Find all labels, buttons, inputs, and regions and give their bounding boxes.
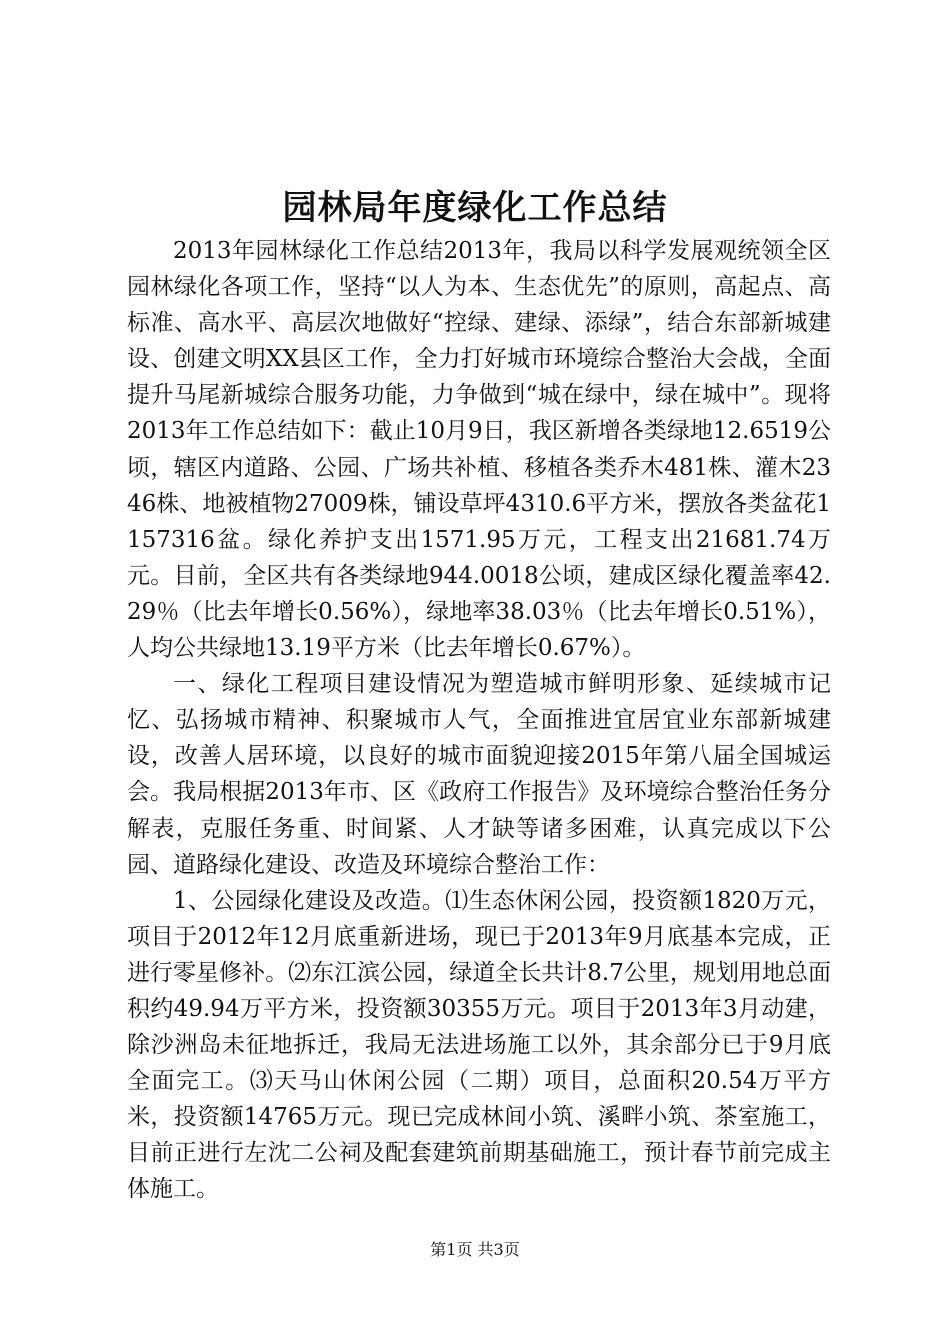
paragraph-summary: 2013年园林绿化工作总结2013年，我局以科学发展观统领全区园林绿化各项工作，坚持“以人为本、生态优先”的原则，高起点、高标准、高水平、高层次地做好“控绿、建绿、添绿”，结合东部新城建设、创建文明XX县区工作，全力打好城市环境综合整治大会战，全面提升马尾新城综合服务功能，力争做到“城在绿中，绿在城中”。现将2013年工作总结如下：截止10月9日，我区新增各类绿地12.6519公顷，辖区内道路、公园、广场共补植、移植各类乔木481株、灌木2346株、地被植物27009株，铺设草坪4310.6平方米，摆放各类盆花1157316盆。绿化养护支出1571.95万元，工程支出21681.74万元。目前，全区共有各类绿地944.0018公顷，建成区绿化覆盖率42.29％（比去年增长0.56%），绿地率38.03％（比去年增长0.51%），人均公共绿地13.19平方米（比去年增长0.67%）。 bbox=[127, 238, 831, 662]
paragraph-park-construction: 1、公园绿化建设及改造。⑴生态休闲公园，投资额1820万元，项目于2012年12月底重新进场，现已于2013年9月底基本完成，正进行零星修补。⑵东江滨公园，绿道全长共计8.7公里，规划用地总面积约49.94万平方米，投资额30355万元。项目于2013年3月动建，除沙洲岛未征地拆迁，我局无法进场施工以外，其余部分已于9月底全面完工。⑶天马山休闲公园（二期）项目，总面积20.54万平方米，投资额14765万元。现已完成林间小筑、溪畔小筑、茶室施工，目前正进行左沈二公祠及配套建筑前期基础施工，预计春节前完成主体施工。 bbox=[127, 887, 831, 1203]
paragraph-section-one: 一、绿化工程项目建设情况为塑造城市鲜明形象、延续城市记忆、弘扬城市精神、积聚城市人气，全面推进宜居宜业东部新城建设，改善人居环境，以良好的城市面貌迎接2015年第八届全国城运会。我局根据2013年市、区《政府工作报告》及环境综合整治任务分解表，克服任务重、时间紧、人才缺等诸多困难，认真完成以下公园、道路绿化建设、改造及环境综合整治工作： bbox=[127, 671, 831, 878]
document-body bbox=[127, 233, 831, 1208]
page-number-footer: 第1页 共3页 bbox=[430, 1240, 520, 1259]
document-title: 园林局年度绿化工作总结 bbox=[282, 188, 668, 228]
